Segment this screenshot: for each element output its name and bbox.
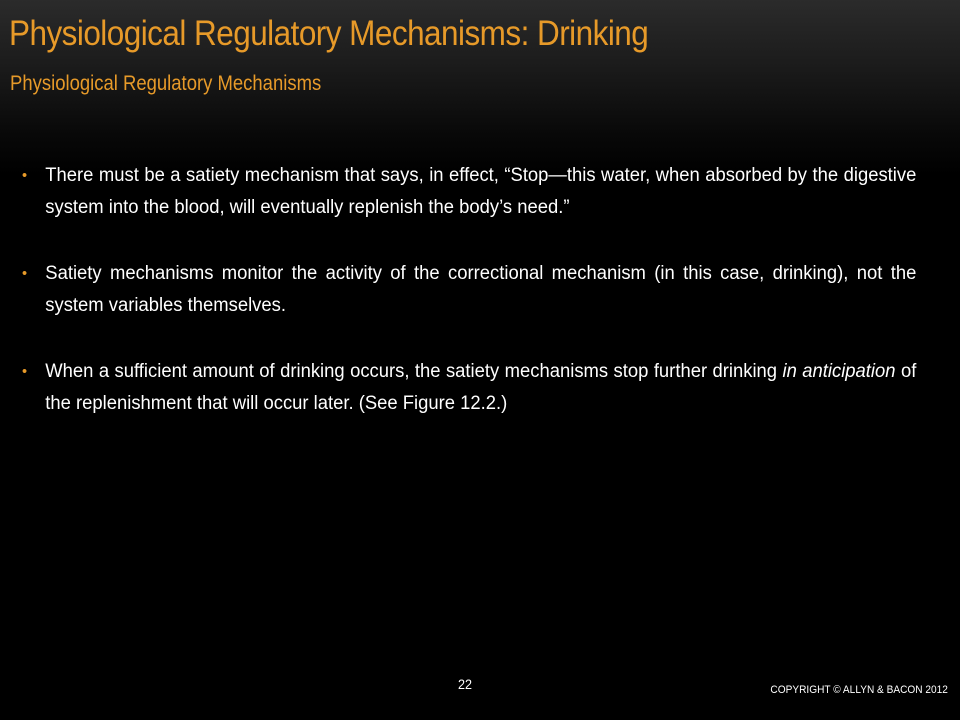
slide-title: Physiological Regulatory Mechanisms: Drinking <box>9 14 649 53</box>
bullet-list <box>22 160 944 454</box>
page-number: 22 <box>458 676 473 692</box>
bullet-dot-icon: • <box>22 363 28 380</box>
bullet-text: Satiety mechanisms monitor the activity of the correctional mechanism (in this case, drinking), not the system variables themselves. <box>45 263 917 316</box>
bullet-italic-text: in anticipation <box>782 361 896 382</box>
copyright-notice: COPYRIGHT © ALLYN & BACON 2012 <box>770 684 948 696</box>
bullet-text-before-italic: When a sufficient amount of drinking occurs, the satiety mechanisms stop further drinking <box>45 361 783 382</box>
bullet-item-anticipation <box>22 356 916 420</box>
bullet-item-satiety-stop <box>22 160 916 224</box>
slide-subtitle: Physiological Regulatory Mechanisms <box>10 72 322 95</box>
bullet-item-satiety-monitor <box>22 258 916 322</box>
bullet-text-after-italic: of the replenishment that will occur later. (See Figure 12.2.) <box>45 361 917 414</box>
bullet-text: There must be a satiety mechanism that says, in effect, “Stop—this water, when absorbed by the digestive system into the blood, will eventually replenish the body’s need.” <box>45 165 917 218</box>
bullet-dot-icon: • <box>22 265 28 282</box>
bullet-dot-icon: • <box>22 167 28 184</box>
